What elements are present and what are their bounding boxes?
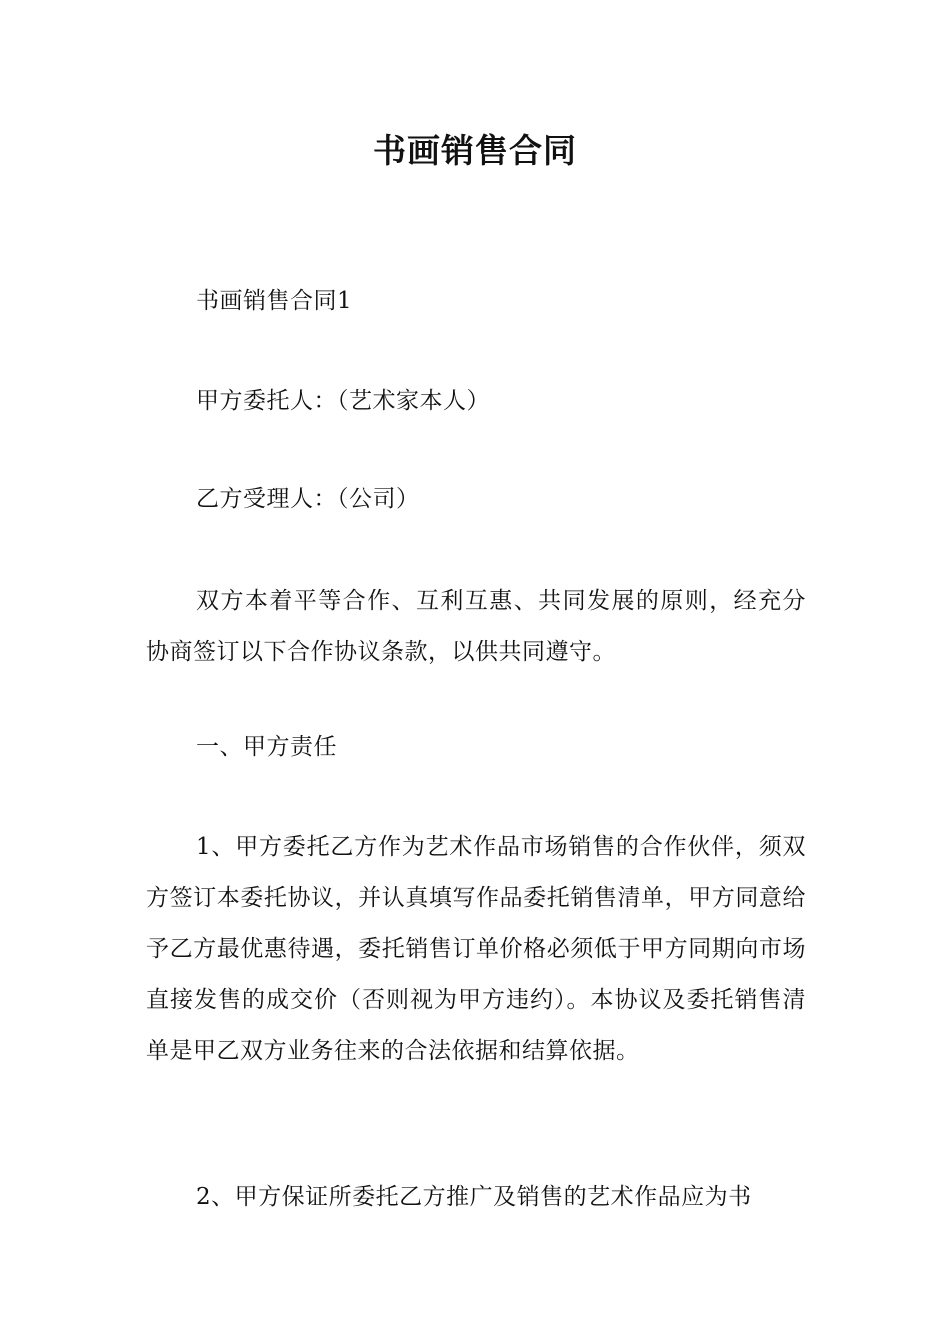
party-b-line: 乙方受理人：（公司） [196,486,420,512]
intro-paragraph: 双方本着平等合作、互利互惠、共同发展的原则，经充分协商签订以下合作协议条款，以供共同遵守。 [146,588,806,665]
section-heading: 一、甲方责任 [196,734,337,760]
clause-paragraph-partial: 2、甲方保证所委托乙方推广及销售的艺术作品应为书 [196,1184,752,1210]
contract-subtitle: 书画销售合同1 [196,288,353,314]
party-a-line: 甲方委托人：（艺术家本人） [196,388,490,414]
clause-paragraph: 1、甲方委托乙方作为艺术作品市场销售的合作伙伴，须双方签订本委托协议，并认真填写作品委托销售清单，甲方同意给予乙方最优惠待遇，委托销售订单价格必须低于甲方同期向市场直接发售的成交价（否则视为甲方违约）。本协议及委托销售清单是甲乙双方业务往来的合法依据和结算依据。 [146,834,806,1064]
document-title: 书画销售合同 [373,131,577,170]
